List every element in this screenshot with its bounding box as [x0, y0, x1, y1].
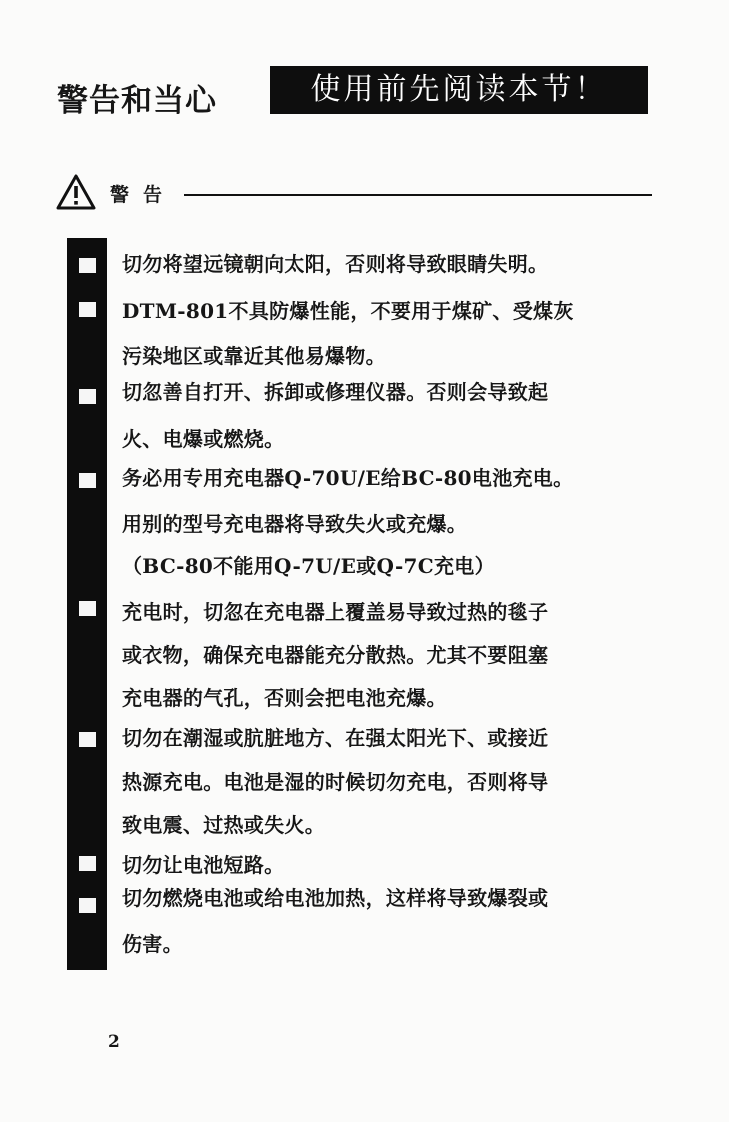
bullet-marker: [79, 258, 96, 273]
warning-header: [56, 170, 652, 214]
bullet-marker: [79, 898, 96, 913]
warning-item-line: （BC-80不能用Q-7U/E或Q-7C充电）: [122, 554, 495, 578]
warning-item-line: 切勿在潮湿或肮脏地方、在强太阳光下、或接近: [122, 726, 549, 750]
warning-item-line: 切勿将望远镜朝向太阳，否则将导致眼睛失明。: [122, 252, 549, 276]
warning-item-line: 致电震、过热或失火。: [122, 813, 325, 837]
bullet-marker: [79, 389, 96, 404]
warning-item-line: 切忽善自打开、拆卸或修理仪器。否则会导致起: [122, 380, 549, 404]
warning-item-line: 火、电爆或燃烧。: [122, 427, 285, 451]
bullet-marker: [79, 473, 96, 488]
bullet-marker: [79, 732, 96, 747]
warning-item-line: 充电时，切忽在充电器上覆盖易导致过热的毯子: [122, 600, 549, 624]
warning-item-line: 或衣物，确保充电器能充分散热。尤其不要阻塞: [122, 643, 549, 667]
warning-item-line: DTM-801不具防爆性能，不要用于煤矿、受煤灰: [122, 299, 574, 323]
warning-item-line: 充电器的气孔，否则会把电池充爆。: [122, 686, 447, 710]
warning-item-line: 务必用专用充电器Q-70U/E给BC-80电池充电。: [122, 466, 574, 490]
bullet-marker: [79, 302, 96, 317]
page-number: 2: [108, 1032, 120, 1052]
warning-item-line: 切勿让电池短路。: [122, 853, 285, 877]
warning-item-line: 污染地区或靠近其他易爆物。: [122, 344, 386, 368]
bullet-marker: [79, 601, 96, 616]
read-first-banner: 使用前先阅读本节！: [270, 66, 648, 114]
warning-triangle-icon: [56, 174, 96, 210]
warning-item-line: 热源充电。电池是湿的时候切勿充电，否则将导: [122, 770, 549, 794]
warning-item-line: 伤害。: [122, 932, 183, 956]
warning-item-line: 切勿燃烧电池或给电池加热，这样将导致爆裂或: [122, 886, 549, 910]
bullet-marker: [79, 856, 96, 871]
warning-label: 警告: [110, 184, 177, 206]
warning-item-line: 用别的型号充电器将导致失火或充爆。: [122, 512, 468, 536]
page-title: 警告和当心: [57, 83, 217, 119]
warning-rule: [184, 194, 652, 196]
